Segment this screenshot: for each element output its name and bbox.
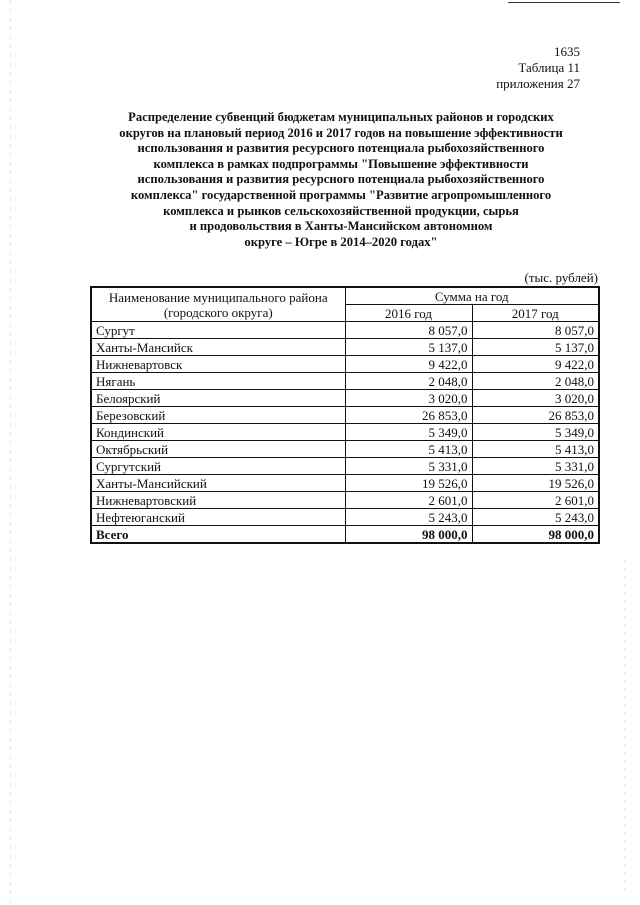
district-name: Октябрьский — [91, 441, 345, 458]
table-row — [91, 356, 599, 373]
column-header-2016: 2016 год — [345, 305, 472, 322]
column-header-2017: 2017 год — [472, 305, 599, 322]
value-2016: 5 331,0 — [345, 458, 472, 475]
value-2016: 2 048,0 — [345, 373, 472, 390]
total-2017: 98 000,0 — [472, 526, 599, 544]
table-row — [91, 373, 599, 390]
scan-left-edge — [10, 0, 11, 905]
district-name: Сургут — [91, 322, 345, 339]
scan-right-edge — [624, 560, 625, 890]
value-2017: 2 048,0 — [472, 373, 599, 390]
value-2017: 9 422,0 — [472, 356, 599, 373]
district-name: Нефтеюганский — [91, 509, 345, 526]
title-line: комплекса и рынков сельскохозяйственной продукции, сырья — [163, 203, 519, 218]
district-name: Кондинский — [91, 424, 345, 441]
subvention-table — [90, 286, 600, 544]
table-row — [91, 509, 599, 526]
value-2017: 5 137,0 — [472, 339, 599, 356]
table-reference: Таблица 11 — [518, 60, 580, 75]
title-line: использования и развития ресурсного потенциала рыбохозяйственного — [137, 172, 545, 187]
district-name: Ханты-Мансийск — [91, 339, 345, 356]
column-header-name-line2: (городского округа) — [163, 304, 273, 320]
value-2016: 5 243,0 — [345, 509, 472, 526]
value-2016: 8 057,0 — [345, 322, 472, 339]
district-name: Нягань — [91, 373, 345, 390]
value-2017: 5 331,0 — [472, 458, 599, 475]
district-name: Сургутский — [91, 458, 345, 475]
total-row — [91, 526, 599, 544]
page-number: 1635 — [554, 44, 580, 59]
district-name: Нижневартовск — [91, 356, 345, 373]
column-header-name-line1: Наименование муниципального района — [108, 289, 328, 305]
table-header-row — [91, 287, 599, 305]
value-2016: 26 853,0 — [345, 407, 472, 424]
value-2017: 8 057,0 — [472, 322, 599, 339]
value-2017: 3 020,0 — [472, 390, 599, 407]
table-row — [91, 390, 599, 407]
value-2016: 19 526,0 — [345, 475, 472, 492]
district-name: Ханты-Мансийский — [91, 475, 345, 492]
value-2016: 9 422,0 — [345, 356, 472, 373]
title-line: комплекса в рамках подпрограммы "Повышение эффективности — [153, 156, 529, 171]
title-line: использования и развития ресурсного потенциала рыбохозяйственного — [137, 141, 545, 156]
table-row — [91, 475, 599, 492]
document-title — [86, 110, 596, 250]
value-2017: 5 243,0 — [472, 509, 599, 526]
value-2016: 2 601,0 — [345, 492, 472, 509]
top-rule — [508, 2, 620, 3]
value-2016: 5 349,0 — [345, 424, 472, 441]
district-name: Нижневартовский — [91, 492, 345, 509]
table-row — [91, 339, 599, 356]
value-2017: 19 526,0 — [472, 475, 599, 492]
value-2017: 5 413,0 — [472, 441, 599, 458]
table-row — [91, 492, 599, 509]
table-row — [91, 424, 599, 441]
district-name: Березовский — [91, 407, 345, 424]
table-row — [91, 458, 599, 475]
title-line: комплекса" государственной программы "Развитие агропромышленного — [130, 187, 552, 202]
value-2016: 5 137,0 — [345, 339, 472, 356]
total-label: Всего — [91, 526, 345, 544]
district-name: Белоярский — [91, 390, 345, 407]
value-2017: 5 349,0 — [472, 424, 599, 441]
appendix-reference: приложения 27 — [496, 76, 580, 91]
unit-note: (тыс. рублей) — [524, 270, 598, 285]
value-2016: 3 020,0 — [345, 390, 472, 407]
table-row — [91, 407, 599, 424]
column-group-header: Сумма на год — [345, 287, 599, 305]
title-line: и продовольствия в Ханты-Мансийском автономном — [189, 219, 493, 234]
value-2017: 2 601,0 — [472, 492, 599, 509]
total-2016: 98 000,0 — [345, 526, 472, 544]
value-2017: 26 853,0 — [472, 407, 599, 424]
title-line: округе – Югре в 2014–2020 годах" — [244, 234, 438, 249]
reference-block — [496, 44, 580, 92]
title-line: округов на плановый период 2016 и 2017 годов на повышение эффективности — [119, 125, 563, 140]
value-2016: 5 413,0 — [345, 441, 472, 458]
column-header-name — [91, 287, 345, 322]
table-row — [91, 322, 599, 339]
table-row — [91, 441, 599, 458]
title-line: Распределение субвенций бюджетам муниципальных районов и городских — [128, 110, 554, 124]
